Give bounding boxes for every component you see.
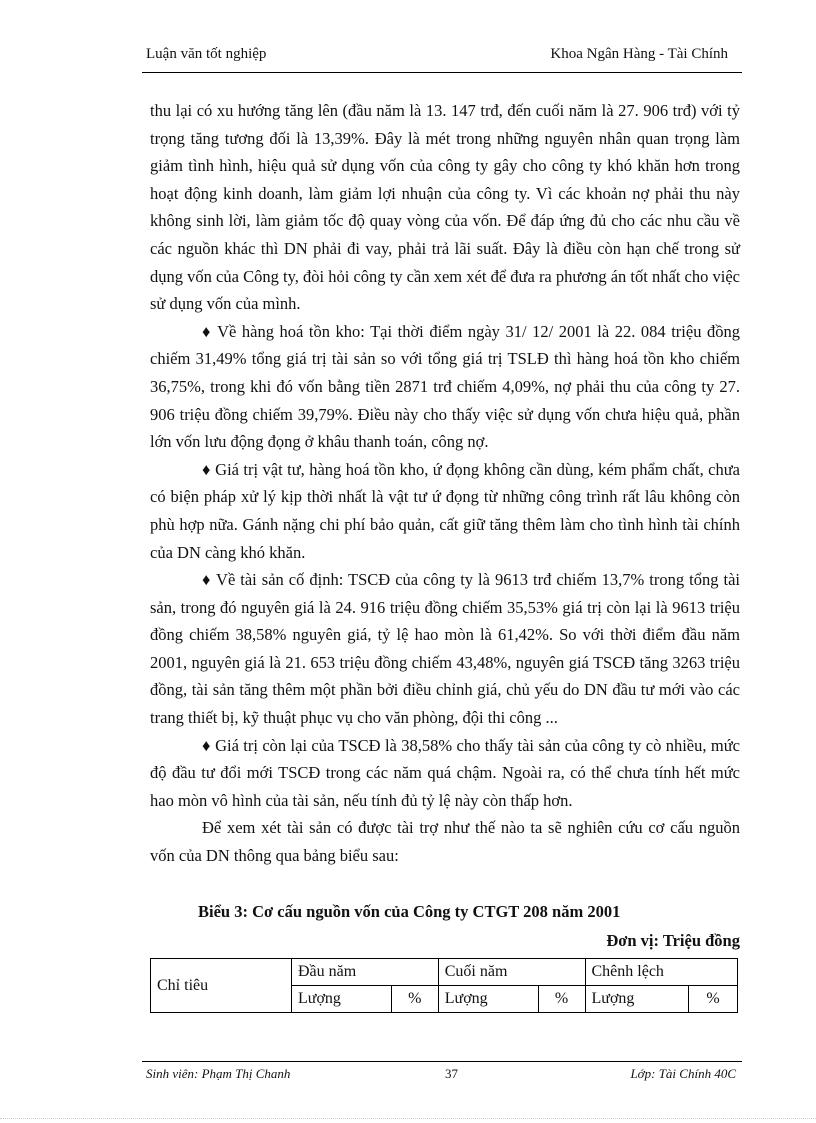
header-left: Luận văn tốt nghiệp	[146, 46, 267, 62]
paragraph-6: Để xem xét tài sản có được tài trợ như thế nào ta sẽ nghiên cứu cơ cấu nguồn vốn của DN thông qua bảng biểu sau:	[150, 818, 740, 866]
footer-student: Sinh viên: Phạm Thị Chanh	[146, 1066, 291, 1081]
footer-rule	[142, 1061, 742, 1062]
group-header-start-year: Đầu năm	[292, 959, 439, 986]
body-text	[150, 97, 740, 870]
paragraph-5: ♦ Giá trị còn lại của TSCĐ là 38,58% cho thấy tài sản của công ty cò nhiều, mức độ đầu tư đổi mới TSCĐ trong các năm quá chậm. Ngoài ra, có thể chưa tính hết mức hao mòn vô hình của tài sản, nếu tính đủ tỷ lệ này còn thấp hơn.	[150, 735, 740, 810]
paragraph-3: ♦ Giá trị vật tư, hàng hoá tồn kho, ứ đọng không cần dùng, kém phẩm chất, chưa có biện pháp xử lý kịp thời nhất là vật tư ứ đọng từ những công trình rất lâu không còn phù hợp nữa. Gánh nặng chi phí bảo quản, cất giữ tăng thêm làm cho tình hình tài chính của DN càng khó khăn.	[150, 459, 740, 562]
table-caption: Biểu 3: Cơ cấu nguồn vốn của Công ty CTGT 208 năm 2001	[198, 902, 621, 921]
paragraph-4: ♦ Về tài sản cố định: TSCĐ của công ty là 9613 trđ chiếm 13,7% trong tổng tài sản, trong đó nguyên giá là 24. 916 triệu đồng chiếm 35,53% giá trị còn lại là 9613 triệu đồng chiếm 38,58% nguyên giá, tỷ lệ hao mòn là 61,42%. So với thời điểm đầu năm 2001, nguyên giá là 21. 653 triệu đồng chiếm 43,48%, nguyên giá TSCĐ tăng 3263 triệu đồng, tài sản tăng thêm một phần bởi điều chỉnh giá, chủ yếu do DN đầu tư mới vào các trang thiết bị, kỹ thuật phục vụ cho văn phòng, đội thi công ...	[150, 570, 740, 728]
paragraph-1: thu lại có xu hướng tăng lên (đầu năm là 13. 147 trđ, đến cuối năm là 27. 906 trđ) với tỷ trọng tăng tương đối là 13,39%. Đây là mét trong những nguyên nhân quan trọng làm giảm tình hình, hiệu quả sử dụng vốn của công ty gây cho công ty khó khăn hơn trong hoạt động kinh doanh, làm giảm lợi nhuận của công ty. Vì các khoản nợ phải thu này không sinh lời, làm giảm tốc độ quay vòng của vốn. Để đáp ứng đủ cho các nhu cầu về các nguồn khác thì DN phải đi vay, phải trả lãi suất. Đây là điều còn hạn chế trong sử dụng vốn của Công ty, đòi hỏi công ty cần xem xét để đưa ra phương án tốt nhất cho việc sử dụng vốn của mình.	[150, 101, 740, 314]
sub-header-percent: %	[391, 986, 438, 1013]
paragraph-2: ♦ Về hàng hoá tồn kho: Tại thời điểm ngày 31/ 12/ 2001 là 22. 084 triệu đồng chiếm 31,49% tổng giá trị tài sản so với tổng giá trị TSLĐ thì hàng hoá tồn kho chiếm 36,75%, trong khi đó vốn bằng tiền 2871 trđ chiếm 4,09%, nợ phải thu của công ty 27. 906 triệu đồng chiếm 39,79%. Điều này cho thấy việc sử dụng vốn chưa hiệu quả, phần lớn vốn lưu động đọng ở khâu thanh toán, công nợ.	[150, 321, 740, 452]
group-header-end-year: Cuối năm	[438, 959, 585, 986]
table-unit: Đơn vị: Triệu đồng	[606, 931, 740, 950]
sub-header-amount: Lượng	[438, 986, 538, 1013]
table-header-row-1	[151, 959, 738, 986]
sub-header-amount: Lượng	[292, 986, 392, 1013]
group-header-difference: Chênh lệch	[585, 959, 738, 986]
sub-header-percent: %	[538, 986, 585, 1013]
sub-header-percent: %	[689, 986, 738, 1013]
row-header-cell: Chỉ tiêu	[151, 959, 292, 1013]
header-rule	[142, 72, 742, 73]
sub-header-amount: Lượng	[585, 986, 689, 1013]
header-right: Khoa Ngân Hàng - Tài Chính	[550, 46, 728, 62]
page-number: 37	[445, 1066, 458, 1081]
capital-structure-table	[150, 958, 738, 1013]
footer-class: Lớp: Tài Chính 40C	[630, 1066, 736, 1081]
page-edge	[0, 1118, 816, 1119]
